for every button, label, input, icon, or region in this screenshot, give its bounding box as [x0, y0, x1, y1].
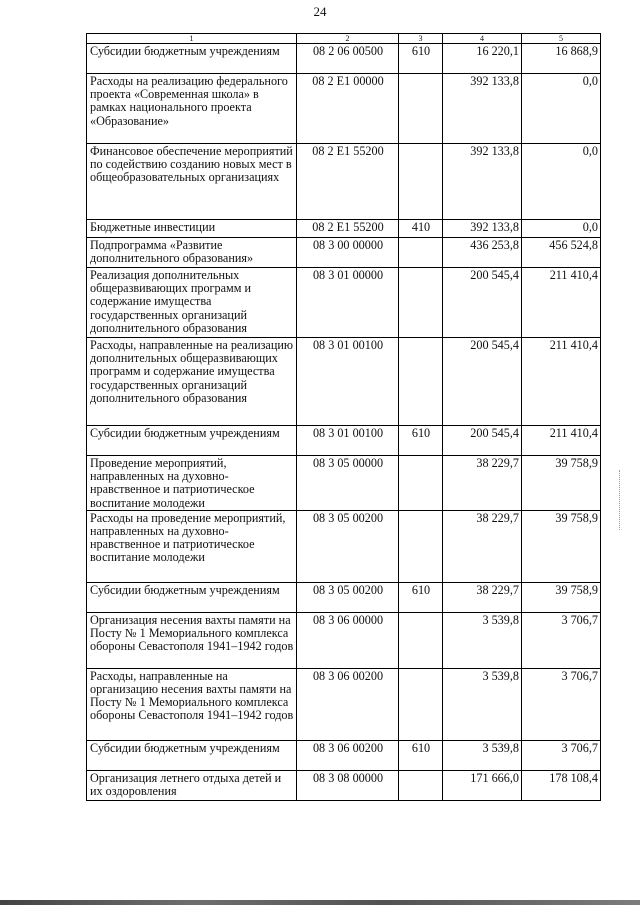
table-row [87, 612, 601, 668]
row-name-cell: Субсидии бюджетным учреждениям [87, 582, 297, 612]
row-kind-cell [399, 668, 443, 740]
row-value-1-cell: 3 539,8 [443, 612, 522, 668]
row-kind-cell: 610 [399, 44, 443, 74]
row-value-2-cell: 0,0 [522, 220, 601, 238]
row-value-1-cell: 392 133,8 [443, 74, 522, 144]
row-value-1-cell: 16 220,1 [443, 44, 522, 74]
row-value-2-cell: 211 410,4 [522, 426, 601, 456]
row-name-cell: Финансовое обеспечение мероприятий по содействию созданию новых мест в общеобразовательных организациях [87, 144, 297, 220]
page-number: 24 [313, 4, 327, 19]
table-row [87, 456, 601, 511]
row-code-cell: 08 3 01 00100 [297, 426, 399, 456]
row-name-cell: Субсидии бюджетным учреждениям [87, 426, 297, 456]
table-row [87, 582, 601, 612]
row-kind-cell [399, 456, 443, 511]
row-kind-cell [399, 510, 443, 582]
row-name-cell: Расходы на реализацию федерального проекта «Современная школа» в рамках национального проекта «Образование» [87, 74, 297, 144]
row-name-cell: Бюджетные инвестиции [87, 220, 297, 238]
table-row [87, 668, 601, 740]
table-row [87, 268, 601, 338]
column-number-row [87, 34, 601, 44]
table-row [87, 510, 601, 582]
row-value-1-cell: 38 229,7 [443, 582, 522, 612]
row-kind-cell [399, 770, 443, 800]
row-name-cell: Субсидии бюджетным учреждениям [87, 44, 297, 74]
table-row [87, 238, 601, 268]
row-value-1-cell: 3 539,8 [443, 668, 522, 740]
row-kind-cell [399, 144, 443, 220]
row-name-cell: Расходы на проведение мероприятий, направленных на духовно-нравственное и патриотическое воспитание молодежи [87, 510, 297, 582]
row-value-2-cell: 39 758,9 [522, 456, 601, 511]
row-value-2-cell: 39 758,9 [522, 510, 601, 582]
row-kind-cell [399, 612, 443, 668]
scan-artifact [619, 470, 622, 530]
row-code-cell: 08 3 01 00000 [297, 268, 399, 338]
row-code-cell: 08 3 05 00200 [297, 582, 399, 612]
budget-table [86, 33, 601, 801]
row-value-1-cell: 392 133,8 [443, 144, 522, 220]
row-name-cell: Подпрограмма «Развитие дополнительного образования» [87, 238, 297, 268]
table-row [87, 426, 601, 456]
row-value-1-cell: 200 545,4 [443, 268, 522, 338]
row-kind-cell: 610 [399, 740, 443, 770]
row-name-cell: Субсидии бюджетным учреждениям [87, 740, 297, 770]
row-value-2-cell: 16 868,9 [522, 44, 601, 74]
row-value-2-cell: 3 706,7 [522, 740, 601, 770]
row-value-2-cell: 456 524,8 [522, 238, 601, 268]
row-code-cell: 08 3 05 00200 [297, 510, 399, 582]
row-code-cell: 08 3 08 00000 [297, 770, 399, 800]
row-name-cell: Организация летнего отдыха детей и их оздоровления [87, 770, 297, 800]
column-number: 3 [399, 34, 443, 44]
row-code-cell: 08 2 E1 55200 [297, 144, 399, 220]
table-body [87, 44, 601, 801]
column-number: 4 [443, 34, 522, 44]
row-value-1-cell: 392 133,8 [443, 220, 522, 238]
table-row [87, 740, 601, 770]
row-value-2-cell: 178 108,4 [522, 770, 601, 800]
row-kind-cell [399, 238, 443, 268]
row-kind-cell [399, 268, 443, 338]
row-value-2-cell: 211 410,4 [522, 268, 601, 338]
row-code-cell: 08 3 05 00000 [297, 456, 399, 511]
column-number: 1 [87, 34, 297, 44]
row-code-cell: 08 3 06 00200 [297, 740, 399, 770]
row-code-cell: 08 2 06 00500 [297, 44, 399, 74]
row-value-1-cell: 200 545,4 [443, 426, 522, 456]
table-row [87, 770, 601, 800]
row-code-cell: 08 2 E1 55200 [297, 220, 399, 238]
row-kind-cell: 610 [399, 582, 443, 612]
row-value-1-cell: 200 545,4 [443, 338, 522, 426]
row-value-1-cell: 171 666,0 [443, 770, 522, 800]
row-value-2-cell: 3 706,7 [522, 668, 601, 740]
column-number: 2 [297, 34, 399, 44]
row-name-cell: Расходы, направленные на реализацию дополнительных общеразвивающих программ и содержание имущества государственных организаций дополнительного образования [87, 338, 297, 426]
table-row [87, 338, 601, 426]
row-name-cell: Проведение мероприятий, направленных на духовно-нравственное и патриотическое воспитание молодежи [87, 456, 297, 511]
table-row [87, 44, 601, 74]
row-name-cell: Реализация дополнительных общеразвивающих программ и содержание имущества государственных организаций дополнительного образования [87, 268, 297, 338]
row-kind-cell [399, 74, 443, 144]
row-value-2-cell: 211 410,4 [522, 338, 601, 426]
row-kind-cell: 610 [399, 426, 443, 456]
row-kind-cell: 410 [399, 220, 443, 238]
row-code-cell: 08 3 06 00200 [297, 668, 399, 740]
row-value-2-cell: 0,0 [522, 74, 601, 144]
row-code-cell: 08 3 01 00100 [297, 338, 399, 426]
row-kind-cell [399, 338, 443, 426]
row-value-1-cell: 38 229,7 [443, 510, 522, 582]
row-value-1-cell: 38 229,7 [443, 456, 522, 511]
row-name-cell: Расходы, направленные на организацию несения вахты памяти на Посту № 1 Мемориального комплекса обороны Севастополя 1941–1942 годов [87, 668, 297, 740]
row-value-1-cell: 436 253,8 [443, 238, 522, 268]
table-row [87, 144, 601, 220]
table-row [87, 220, 601, 238]
row-code-cell: 08 3 06 00000 [297, 612, 399, 668]
row-name-cell: Организация несения вахты памяти на Посту № 1 Мемориального комплекса обороны Севастополя 1941–1942 годов [87, 612, 297, 668]
row-value-2-cell: 3 706,7 [522, 612, 601, 668]
column-number: 5 [522, 34, 601, 44]
scan-edge [0, 900, 640, 905]
row-value-1-cell: 3 539,8 [443, 740, 522, 770]
row-code-cell: 08 2 E1 00000 [297, 74, 399, 144]
row-value-2-cell: 39 758,9 [522, 582, 601, 612]
row-code-cell: 08 3 00 00000 [297, 238, 399, 268]
table-row [87, 74, 601, 144]
row-value-2-cell: 0,0 [522, 144, 601, 220]
